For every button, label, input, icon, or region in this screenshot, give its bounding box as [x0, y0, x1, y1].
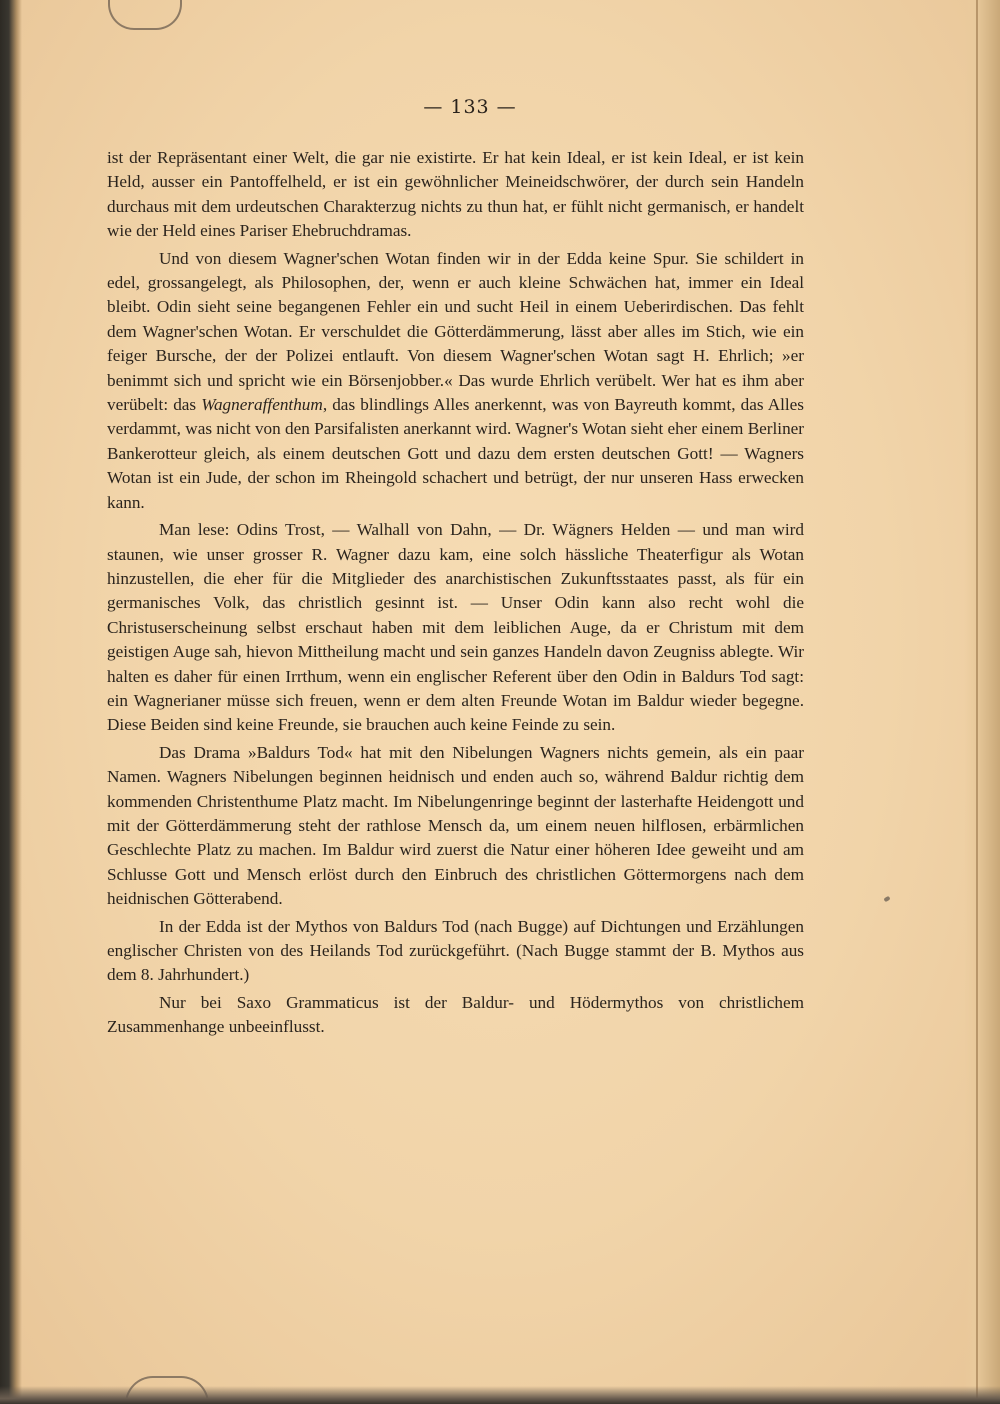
- book-spine-edge: [0, 0, 22, 1404]
- ink-speck: [883, 896, 890, 902]
- bottom-shadow: [0, 1386, 1000, 1404]
- body-text: [107, 146, 804, 1040]
- page-stack-edge: [964, 0, 1000, 1404]
- page-number: — 133 —: [423, 96, 517, 118]
- paragraph-text: , das blindlings Alles anerkennt, was von Bayreuth kommt, das Alles verdammt, was nicht von den Parsifalisten anerkannt wird. Wagner's Wotan sieht eher einem Berliner Bankerotteur gleich, als einem deutschen Gott und dazu dem ersten deutschen Gott! — Wagners Wotan ist ein Jude, der schon im Rheingold schachert und betrügt, der nur unseren Hass erwecken kann.: [107, 395, 805, 512]
- paragraph: [107, 741, 804, 912]
- paragraph: [107, 518, 804, 738]
- paragraph: [107, 146, 804, 244]
- paragraph: [107, 915, 804, 988]
- paragraph-text: Nur bei Saxo Grammaticus ist der Baldur- und Hödermythos von christlichem Zusammenhange unbeeinflusst.: [107, 992, 804, 1037]
- emphasized-term: Wagneraffenthum: [201, 395, 323, 415]
- paragraph: [107, 991, 804, 1040]
- paragraph-text: Und von diesem Wagner'schen Wotan finden wir in der Edda keine Spur. Sie schildert in edel, grossangelegt, als Philosophen, der, wenn er auch kleine Schwächen hat, immer ein Ideal bleibt. Odin sieht seine begangenen Fehler ein und sucht Heil in einem Ueberirdischen. Das fehlt dem Wagner'schen Wotan. Er verschuldet die Götterdämmerung, lässt aber alles im Stich, wie ein feiger Bursche, der der Polizei entlauft. Von diesem Wagner'schen Wotan sagt H. Ehrlich; »er benimmt sich und spricht wie ein Börsenjobber.« Das wurde Ehrlich verübelt. Wer hat es ihm aber verübelt: das: [107, 248, 804, 415]
- paragraph-text: In der Edda ist der Mythos von Baldurs Tod (nach Bugge) auf Dichtungen und Erzählungen englischer Christen von des Heilands Tod zurückgeführt. (Nach Bugge stammt der B. Mythos aus dem 8. Jahrhundert.): [107, 916, 804, 985]
- paragraph-text: Man lese: Odins Trost, — Walhall von Dahn, — Dr. Wägners Helden — und man wird staunen, wie unser grosser R. Wagner dazu kam, eine solch hässliche Theaterfigur als Wotan hinzustellen, die eher für die Mitglieder des anarchistischen Zukunftsstaates passt, als für ein germanisches Volk, das christlich gesinnt ist. — Unser Odin kann also recht wohl die Christuserscheinung selbst erschaut haben mit dem leiblichen Auge, da er Christum mit dem geistigen Auge sah, hievon Mittheilung macht und sein ganzes Handeln davon Zeugniss ablegte. Wir halten es daher für einen Irrthum, wenn ein englischer Referent über den Odin in Baldurs Tod sagt: ein Wagnerianer müsse sich freuen, wenn er dem alten Freunde Wotan im Baldur wieder begegne. Diese Beiden sind keine Freunde, sie brauchen auch keine Feinde zu sein.: [107, 520, 804, 735]
- paragraph: [107, 247, 804, 515]
- paragraph-text: ist der Repräsentant einer Welt, die gar nie existirte. Er hat kein Ideal, er ist kein Ideal, er ist kein Held, ausser ein Pantoffelheld, er ist ein gewöhnlicher Meineidschwörer, der durch sein Handeln durchaus mit dem urdeutschen Charakterzug nichts zu thun hat, er fühlt nicht germanisch, er handelt wie der Held eines Pariser Ehebruchdramas.: [107, 148, 804, 241]
- top-clip-mark: [108, 0, 182, 30]
- paragraph-text: Das Drama »Baldurs Tod« hat mit den Nibelungen Wagners nichts gemein, als ein paar Namen. Wagners Nibelungen beginnen heidnisch und enden auch so, während Baldur richtig dem kommenden Christenthume Platz macht. Im Nibelungenringe beginnt der lasterhafte Heidengott und mit der Götterdämmerung steht der rathlose Mensch da, um einem neuen hilflosen, erbärmlichen Geschlechte Platz zu machen. Im Baldur wird zuerst die Natur einer höheren Idee geweiht und am Schlusse Gott und Mensch erlöst durch den Einbruch des christlichen Göttermorgens nach dem heidnischen Götterabend.: [107, 742, 804, 909]
